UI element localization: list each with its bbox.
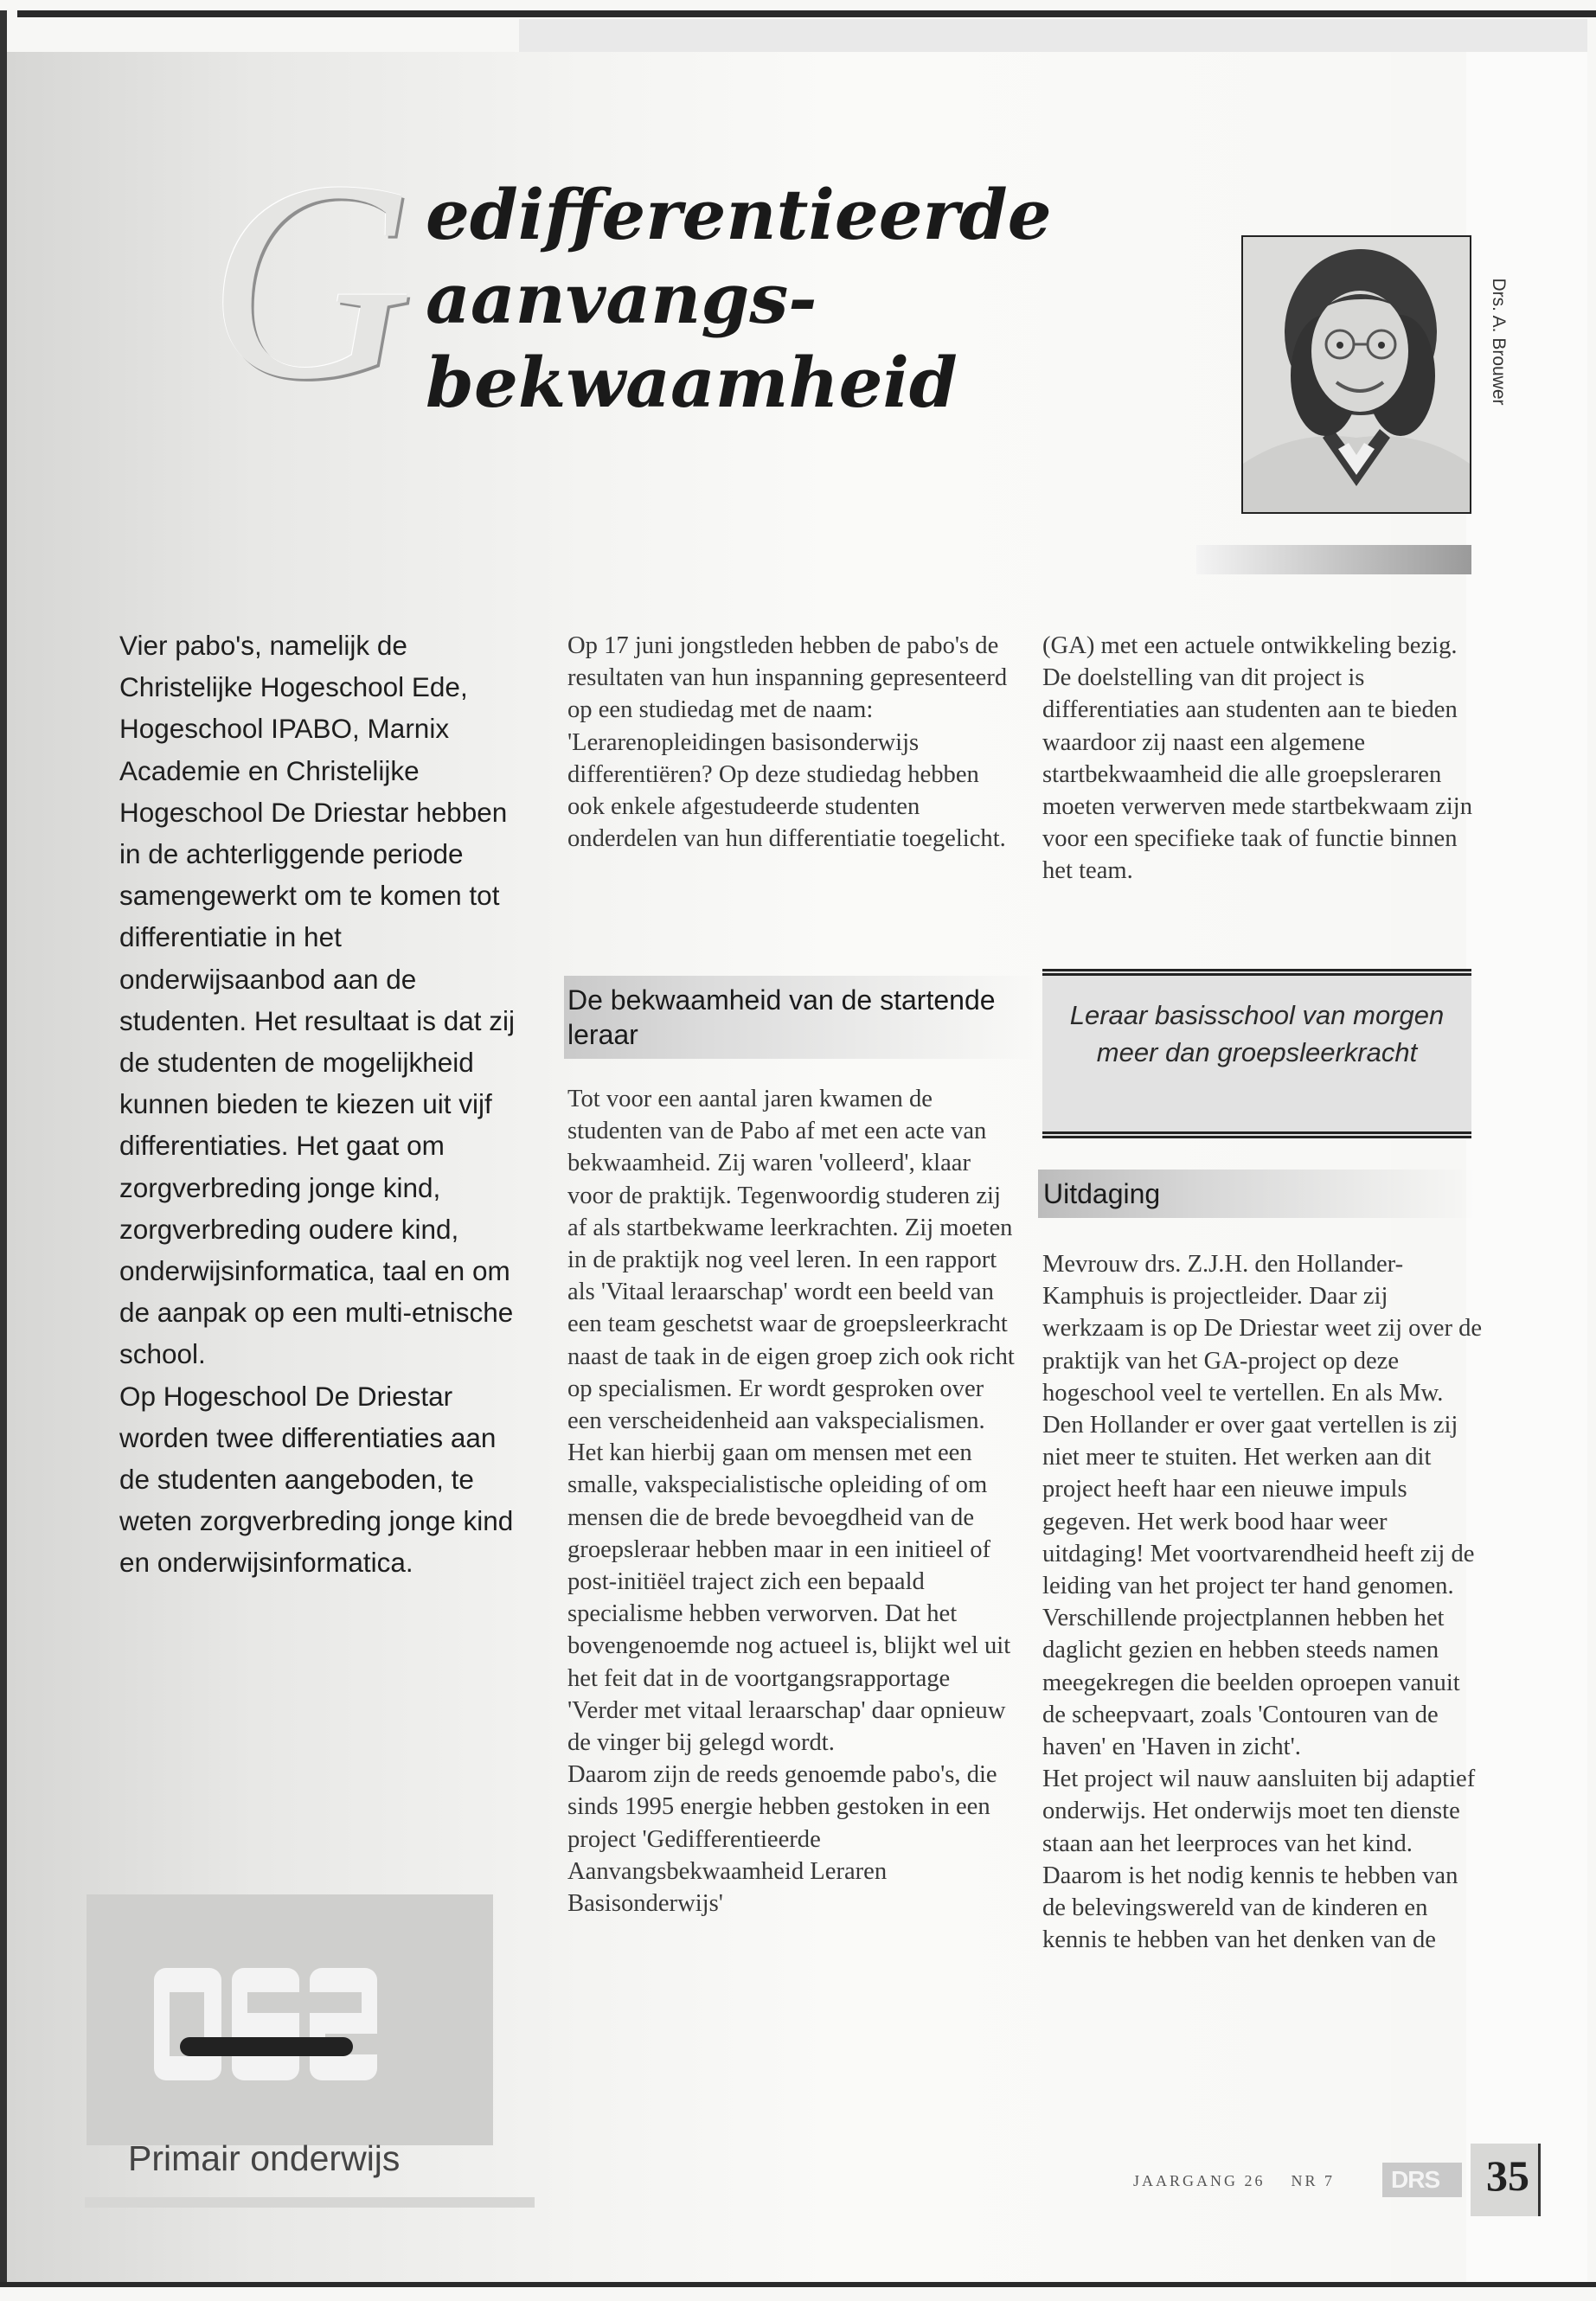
paragraph: Op 17 juni jongstleden hebben de pabo's de resultaten van hun inspanning gepresenteerd op een studiedag met de naam: 'Lerarenopleidingen basisonderwijs differentiëren? Op deze studiedag hebben ook enkele afgestudeerde studenten onderdelen van hun differentiatie toegelicht. xyxy=(567,632,1008,853)
jaargang: JAARGANG 26 xyxy=(1133,2172,1266,2189)
left-edge xyxy=(0,10,7,2285)
author-byline xyxy=(1481,238,1516,445)
portrait-image xyxy=(1243,237,1470,512)
author-photo xyxy=(1241,235,1471,514)
intro-paragraph: Vier pabo's, namelijk de Christelijke Hogeschool Ede, Hogeschool IPABO, Marnix Academie en Christelijke Hogeschool De Driestar hebben in de achterliggende periode samengewerkt om te komen tot differentiatie in het onderwijsaanbod aan de studenten. Het resultaat is dat zij de studenten de mogelijkheid kunnen bieden te kiezen uit vijf differentiaties. Het gaat om zorgverbreding jonge kind, zorgverbreding oudere kind, onderwijsinformatica, taal en om de aanpak op een multi-etnische school. xyxy=(119,630,515,1370)
paragraph: Tot voor een aantal jaren kwamen de studenten van de Pabo af met een acte van bekwaamheid. Zij waren 'volleerd', klaar voor de praktijk. Tegenwoordig studeren zij af als startbekwame leerkrachten. Zij moeten in de praktijk nog veel leren. In een rapport als 'Vitaal leraarschap' wordt een beeld van een team geschetst waar de groepsleerkracht naast de taak in de eigen groep zich ook richt op specialismen. Er wordt gesproken over een verscheidenheid aan vakspecialismen. Het kan hierbij gaan om mensen met een smalle, vakspecialistische opleiding of om mensen die de brede bevoegdheid van de groepsleraar hebben maar in een initieel of post-initiëel traject zich een bepaald specialisme hebben verworven. Dat het bovengenoemde nog actueel is, blijkt wel uit het feit dat in de voortgangsrapportage 'Verder met vitaal leraarschap' daar opnieuw de vinger bij gelegd wordt. xyxy=(567,1086,1015,1757)
article-title xyxy=(426,173,1052,425)
column-1-body xyxy=(567,1083,1017,1920)
column-1-top xyxy=(567,630,1017,855)
top-rule xyxy=(17,10,1596,17)
section-label: Primair onderwijs xyxy=(128,2138,401,2178)
issue-number: NR 7 xyxy=(1291,2172,1336,2189)
column-2-body xyxy=(1042,1248,1484,1956)
paragraph: Mevrouw drs. Z.J.H. den Hollander-Kamphuis is projectleider. Daar zij werkzaam is op De Driestar weet zij over de praktijk van het GA-project op deze hogeschool veel te vertellen. En als Mw. Den Hollander er over gaat vertellen is zij niet meer te stuiten. Het werken aan dit project heeft haar een nieuwe impuls gegeven. Het werk bood haar weer uitdaging! Met voortvarendheid heeft zij de leiding van het project ter hand genomen. Verschillende projectplannen hebben het daglicht gezien en hebben steeds namen meegekregen die beelden oproepen vanuit de scheepvaart, zoals 'Contouren van de haven' en 'Haven in zicht'. xyxy=(1042,1251,1483,1761)
photo-shade-bar xyxy=(1196,545,1471,574)
intro-text xyxy=(119,625,517,1584)
pull-quote-text: Leraar basisschool van morgen meer dan groepsleerkracht xyxy=(1069,1000,1445,1067)
author-name: Drs. A. Brouwer xyxy=(1489,278,1509,406)
paragraph: (GA) met een actuele ontwikkeling bezig. De doelstelling van dit project is differentiaties aan studenten aan te bieden waardoor zij naast een algemene startbekwaamheid die alle groepsleraren moeten verwerven mede startbekwaam zijn voor een specifieke taak of functie binnen het team. xyxy=(1042,632,1472,885)
subheading-uitdaging: Uitdaging xyxy=(1038,1170,1476,1218)
page-number-box xyxy=(1471,2144,1541,2216)
column-2-top xyxy=(1042,630,1484,888)
title-line: bekwaamheid xyxy=(426,342,958,423)
bottom-rule xyxy=(0,2282,1596,2287)
pull-quote xyxy=(1042,969,1471,1138)
drs-logo xyxy=(145,1959,388,2106)
folio-logo-text: DRS xyxy=(1391,2166,1440,2193)
footer-shade xyxy=(85,2197,535,2208)
intro-paragraph: Op Hogeschool De Driestar worden twee differentiaties aan de studenten aangeboden, te weten zorgverbreding jonge kind en onderwijsinformatica. xyxy=(119,1380,514,1579)
title-initial: G xyxy=(208,123,414,439)
top-band xyxy=(519,19,1587,52)
subheading-bekwaamheid: De bekwaamheid van de startende leraar xyxy=(564,976,1039,1059)
paragraph: Daarom zijn de reeds genoemde pabo's, die sinds 1995 energie hebben gestoken in een project 'Gedifferentieerde Aanvangsbekwaamheid Leraren Basisonderwijs' xyxy=(567,1761,997,1918)
page-number: 35 xyxy=(1486,2151,1529,2200)
title-line: edifferentieerde xyxy=(426,174,1052,255)
title-line: aanvangs- xyxy=(426,258,817,339)
issue-info xyxy=(1133,2172,1335,2190)
folio-logo xyxy=(1382,2163,1462,2197)
paragraph: Het project wil nauw aansluiten bij adaptief onderwijs. Het onderwijs moet ten dienste staan aan het leerproces van het kind. Daarom is het nodig kennis te hebben van de belevingswereld van de kinderen en kennis te hebben van het denken van de xyxy=(1042,1766,1476,1954)
